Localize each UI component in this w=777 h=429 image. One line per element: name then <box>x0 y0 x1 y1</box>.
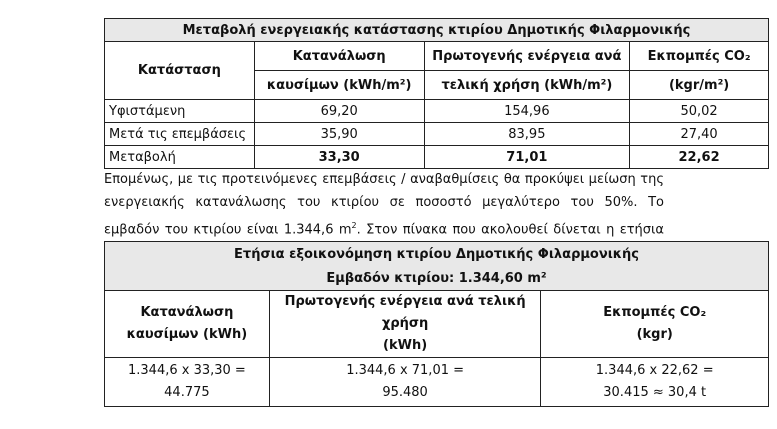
table-row <box>105 100 769 123</box>
row-co2: 27,40 <box>630 123 769 146</box>
header-co2-line2: (kgr) <box>636 327 673 342</box>
cell-consumption-formula: 1.344,6 x 33,30 = <box>128 363 246 378</box>
row-state: Υφιστάμενη <box>105 100 255 123</box>
paragraph-superscript: 2 <box>351 221 357 230</box>
cell-consumption-result: 44.775 <box>164 385 210 400</box>
header-consumption <box>105 291 270 358</box>
cell-primary-formula: 1.344,6 x 71,01 = <box>346 363 465 378</box>
annual-savings-table <box>104 241 769 407</box>
header-co2: Εκπομπές CO₂ <box>630 42 769 71</box>
table1-title: Μεταβολή ενεργειακής κατάστασης κτιρίου Δημοτικής Φιλαρμονικής <box>105 19 769 42</box>
row-consumption: 69,20 <box>254 100 424 123</box>
cell-primary-result: 95.480 <box>382 385 428 400</box>
header-primary-unit: τελική χρήση (kWh/m²) <box>424 71 630 100</box>
table-row <box>105 123 769 146</box>
row-co2: 22,62 <box>630 146 769 169</box>
cell-co2 <box>541 358 769 407</box>
header-state: Κατάσταση <box>105 42 255 100</box>
row-primary: 83,95 <box>424 123 630 146</box>
row-co2: 50,02 <box>630 100 769 123</box>
cell-consumption <box>105 358 270 407</box>
cell-primary <box>269 358 541 407</box>
header-primary-line2: (kWh) <box>383 338 428 353</box>
header-primary <box>269 291 541 358</box>
header-consumption-line1: Κατανάλωση <box>140 305 234 320</box>
table-row <box>105 146 769 169</box>
header-consumption: Κατανάλωση <box>254 42 424 71</box>
cell-co2-formula: 1.344,6 x 22,62 = <box>595 363 714 378</box>
header-co2-line1: Εκπομπές CO₂ <box>603 305 707 320</box>
header-consumption-unit: καυσίμων (kWh/m²) <box>254 71 424 100</box>
row-primary: 154,96 <box>424 100 630 123</box>
header-primary: Πρωτογενής ενέργεια ανά <box>424 42 630 71</box>
paragraph-text-end: . Στον πίνακα που ακολουθεί δίνεται η ετήσια εξοικονόμηση. <box>104 222 664 261</box>
row-state: Μετά τις επεμβάσεις <box>105 123 255 146</box>
row-primary: 71,01 <box>424 146 630 169</box>
header-co2 <box>541 291 769 358</box>
row-consumption: 33,30 <box>254 146 424 169</box>
header-primary-line1: Πρωτογενής ενέργεια ανά τελική χρήση <box>284 294 526 331</box>
row-state: Μεταβολή <box>105 146 255 169</box>
header-consumption-line2: καυσίμων (kWh) <box>126 327 248 342</box>
paragraph-text: Επομένως, με τις προτεινόμενες επεμβάσεις / αναβαθμίσεις θα προκύψει μείωση της ενεργειακής κατανάλωσης του κτιρίου σε ποσοστό μεγαλύτερο του 50%. Το εμβαδόν του κτιρίου είναι 1.344,6 m <box>104 172 664 238</box>
header-co2-unit: (kgr/m²) <box>630 71 769 100</box>
table2-title: Ετήσια εξοικονόμηση κτιρίου Δημοτικής Φιλαρμονικής <box>105 242 769 267</box>
cell-co2-result: 30.415 ≈ 30,4 t <box>603 385 707 400</box>
table2-subtitle: Εμβαδόν κτιρίου: 1.344,60 m² <box>105 266 769 291</box>
row-consumption: 35,90 <box>254 123 424 146</box>
energy-status-table <box>104 18 769 169</box>
table-row <box>105 358 769 407</box>
